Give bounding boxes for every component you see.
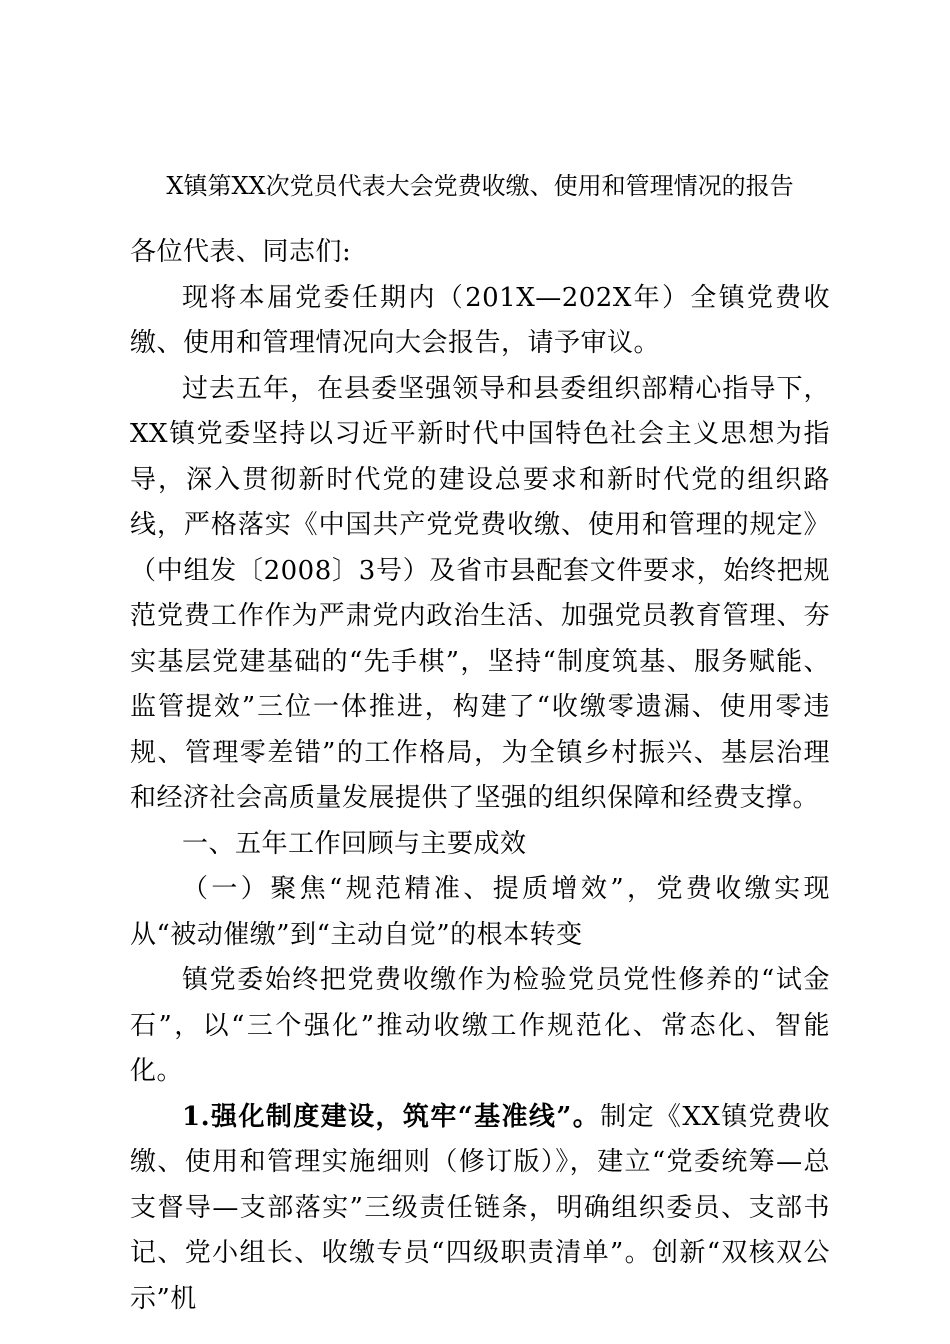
subsection-heading-1: （一）聚焦“规范精准、提质增效”，党费收缴实现从“被动催缴”到“主动自觉”的根本转变 (130, 874, 830, 950)
item-1-bold-heading: 1.强化制度建设，筑牢“基准线”。 (182, 1101, 601, 1132)
paragraph-intro: 现将本届党委任期内（201X—202X年）全镇党费收缴、使用和管理情况向大会报告，请予审议。 (130, 282, 830, 358)
item-1-text: 制定《XX镇党费收缴、使用和管理实施细则（修订版）》，建立“党委统筹—总支督导—支部落实”三级责任链条，明确组织委员、支部书记、党小组长、收缴专员“四级职责清单”。创新“双核双公示”机 (130, 1101, 830, 1314)
salutation: 各位代表、同志们: (130, 237, 352, 267)
subsection-intro: 镇党委始终把党费收缴作为检验党员党性修养的“试金石”，以“三个强化”推动收缴工作规范化、常态化、智能化。 (130, 965, 830, 1086)
document-title: X镇第XX次党员代表大会党费收缴、使用和管理情况的报告 (166, 172, 794, 200)
document-body (130, 230, 830, 1322)
section-heading-1: 一、五年工作回顾与主要成效 (182, 828, 527, 859)
item-1-paragraph (130, 1095, 830, 1323)
paragraph-overview: 过去五年，在县委坚强领导和县委组织部精心指导下，XX镇党委坚持以习近平新时代中国特色社会主义思想为指导，深入贯彻新时代党的建设总要求和新时代党的组织路线，严格落实《中国共产党党费收缴、使用和管理的规定》（中组发〔2008〕3号）及省市县配套文件要求，始终把规范党费工作作为严肃党内政治生活、加强党员教育管理、夯实基层党建基础的“先手棋”，坚持“制度筑基、服务赋能、监管提效”三位一体推进，构建了“收缴零遗漏、使用零违规、管理零差错”的工作格局，为全镇乡村振兴、基层治理和经济社会高质量发展提供了坚强的组织保障和经费支撑。 (130, 373, 830, 813)
